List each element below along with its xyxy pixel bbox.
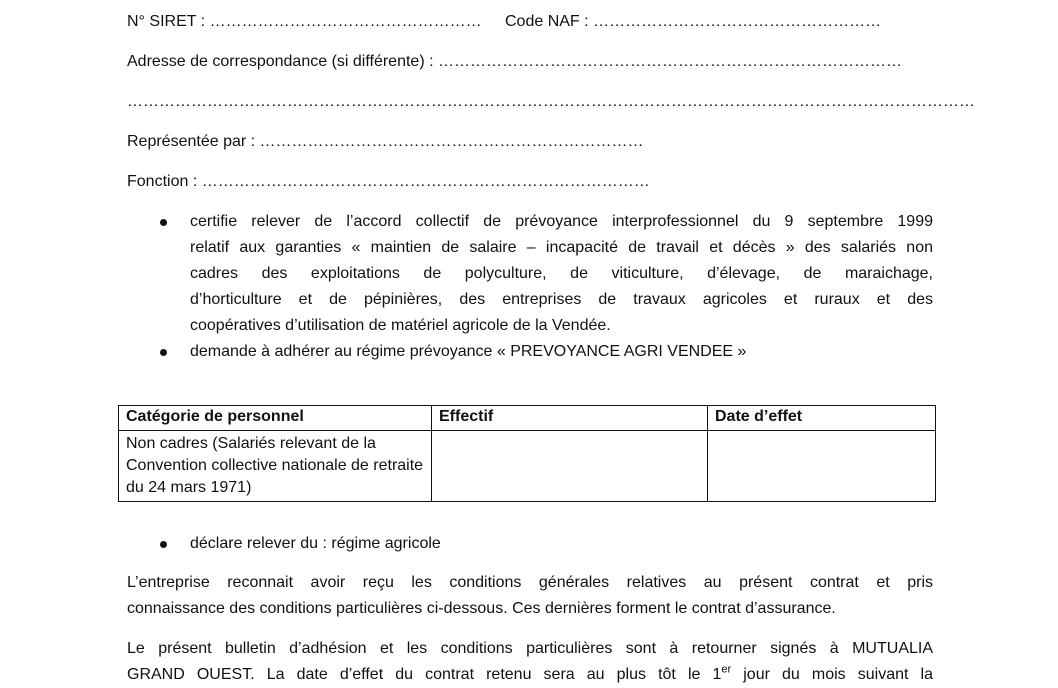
superscript: er — [721, 663, 732, 676]
adresse-continuation: …………………………………………………………………………………………………………………………………………… — [127, 93, 975, 110]
header-categorie: Catégorie de personnel — [119, 406, 432, 431]
bullet-dot — [160, 541, 167, 548]
paragraph-line: L’entreprise reconnait avoir reçu les conditions générales relatives au présent contrat et pris — [127, 574, 933, 591]
line-part: jour du mois suivant la — [731, 666, 933, 683]
bullet-line: cadres des exploitations de polyculture, de viticulture, d’élevage, de maraichage, — [190, 265, 933, 282]
bullet-dot — [160, 219, 167, 226]
bullet-line: coopératives d’utilisation de matériel agricole de la Vendée. — [190, 317, 611, 334]
bullet-line: d’horticulture et de pépinières, des entreprises de travaux agricoles et ruraux et des — [190, 291, 933, 308]
naf-field: Code NAF : ……………………………………………… — [505, 13, 882, 30]
header-effectif: Effectif — [432, 406, 708, 431]
siret-field: N° SIRET : …………………………………………… — [127, 13, 482, 30]
paragraph-bulletin — [127, 636, 933, 688]
bullet-demande — [190, 339, 933, 365]
header-date: Date d’effet — [708, 406, 936, 431]
bullet-line: déclare relever du : régime agricole — [190, 535, 441, 552]
paragraph-line: Le présent bulletin d’adhésion et les conditions particulières sont à retourner signés à MUTUALIA — [127, 640, 933, 657]
line-part: GRAND OUEST. La date d’effet du contrat retenu sera au plus tôt le 1 — [127, 666, 722, 683]
cell-effectif[interactable] — [432, 431, 708, 502]
paragraph-conditions — [127, 570, 933, 622]
representee-field: Représentée par : ……………………………………………………………… — [127, 133, 644, 150]
cell-date[interactable] — [708, 431, 936, 502]
bullet-declare — [190, 531, 933, 557]
bullet-dot — [160, 349, 167, 356]
table-row — [119, 431, 936, 502]
bullet-line: certifie relever de l’accord collectif de prévoyance interprofessionnel du 9 septembre 1999 — [190, 213, 933, 230]
cell-categorie: Non cadres (Salariés relevant de la Convention collective nationale de retraite du 24 mars 1971) — [119, 431, 432, 502]
fonction-field: Fonction : ………………………………………………………………………… — [127, 173, 650, 190]
bullet-certifie — [190, 209, 933, 339]
bullet-line: relatif aux garanties « maintien de salaire – incapacité de travail et décès » des salariés non — [190, 239, 933, 256]
paragraph-line — [127, 662, 933, 688]
personnel-table — [118, 405, 936, 502]
adresse-field: Adresse de correspondance (si différente) : …………………………………………………………………………… — [127, 53, 902, 70]
paragraph-line: connaissance des conditions particulières ci-dessous. Ces dernières forment le contrat d’assurance. — [127, 600, 836, 617]
bullet-line: demande à adhérer au régime prévoyance « PREVOYANCE AGRI VENDEE » — [190, 343, 747, 360]
